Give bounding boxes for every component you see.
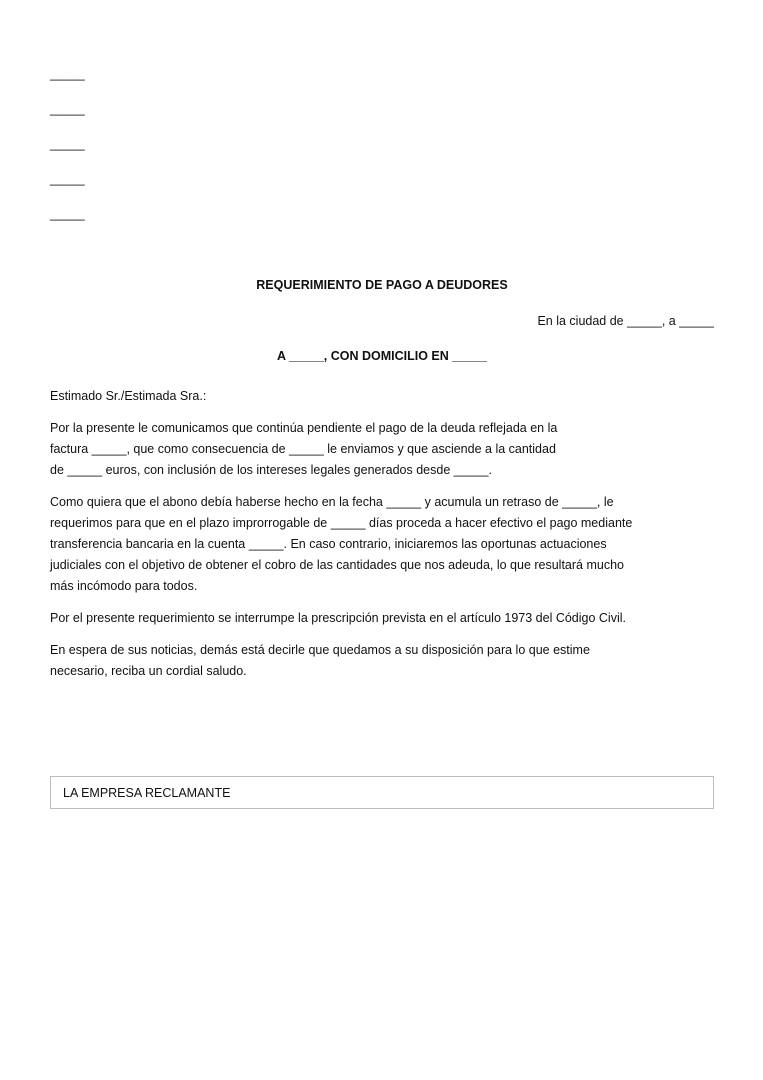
text-line: de _____ euros, con inclusión de los intereses legales generados desde _____. — [50, 463, 492, 477]
blank-line: _____ — [50, 67, 85, 81]
blank-line: _____ — [50, 172, 85, 186]
text-line: En espera de sus noticias, demás está decirle que quedamos a su disposición para lo que estime — [50, 643, 590, 657]
greeting: Estimado Sr./Estimada Sra.: — [50, 389, 207, 403]
text-line: transferencia bancaria en la cuenta _____. En caso contrario, iniciaremos las oportunas actuaciones — [50, 537, 607, 551]
text-line: factura _____, que como consecuencia de _____ le enviamos y que asciende a la cantidad — [50, 442, 556, 456]
paragraph-closing — [50, 640, 714, 682]
paragraph-prescription — [50, 608, 714, 629]
text-line: más incómodo para todos. — [50, 579, 198, 593]
paragraph-pending-debt — [50, 418, 714, 481]
text-line: necesario, reciba un cordial saludo. — [50, 664, 247, 678]
addressee-line: A _____, CON DOMICILIO EN _____ — [276, 349, 488, 363]
text-line: Por el presente requerimiento se interrumpe la prescripción prevista en el artículo 1973 del Código Civil. — [50, 611, 626, 625]
text-line: judiciales con el objetivo de obtener el cobro de las cantidades que nos adeuda, lo que resultará mucho — [50, 558, 624, 572]
text-line: Como quiera que el abono debía haberse hecho en la fecha _____ y acumula un retraso de _____, le — [50, 495, 614, 509]
letter-body — [50, 386, 714, 693]
blank-line: _____ — [50, 137, 85, 151]
city-date-line: En la ciudad de _____, a _____ — [537, 314, 714, 328]
text-line: requerimos para que en el plazo improrrogable de _____ días proceda a hacer efectivo el pago mediante — [50, 516, 633, 530]
blank-line: _____ — [50, 102, 85, 116]
recipient-blank-lines — [50, 66, 85, 241]
text-line: Por la presente le comunicamos que continúa pendiente el pago de la deuda reflejada en la — [50, 421, 558, 435]
signature-box: LA EMPRESA RECLAMANTE — [50, 776, 714, 809]
document-title: REQUERIMIENTO DE PAGO A DEUDORES — [256, 278, 508, 292]
blank-line: _____ — [50, 207, 85, 221]
paragraph-payment-demand — [50, 492, 714, 597]
